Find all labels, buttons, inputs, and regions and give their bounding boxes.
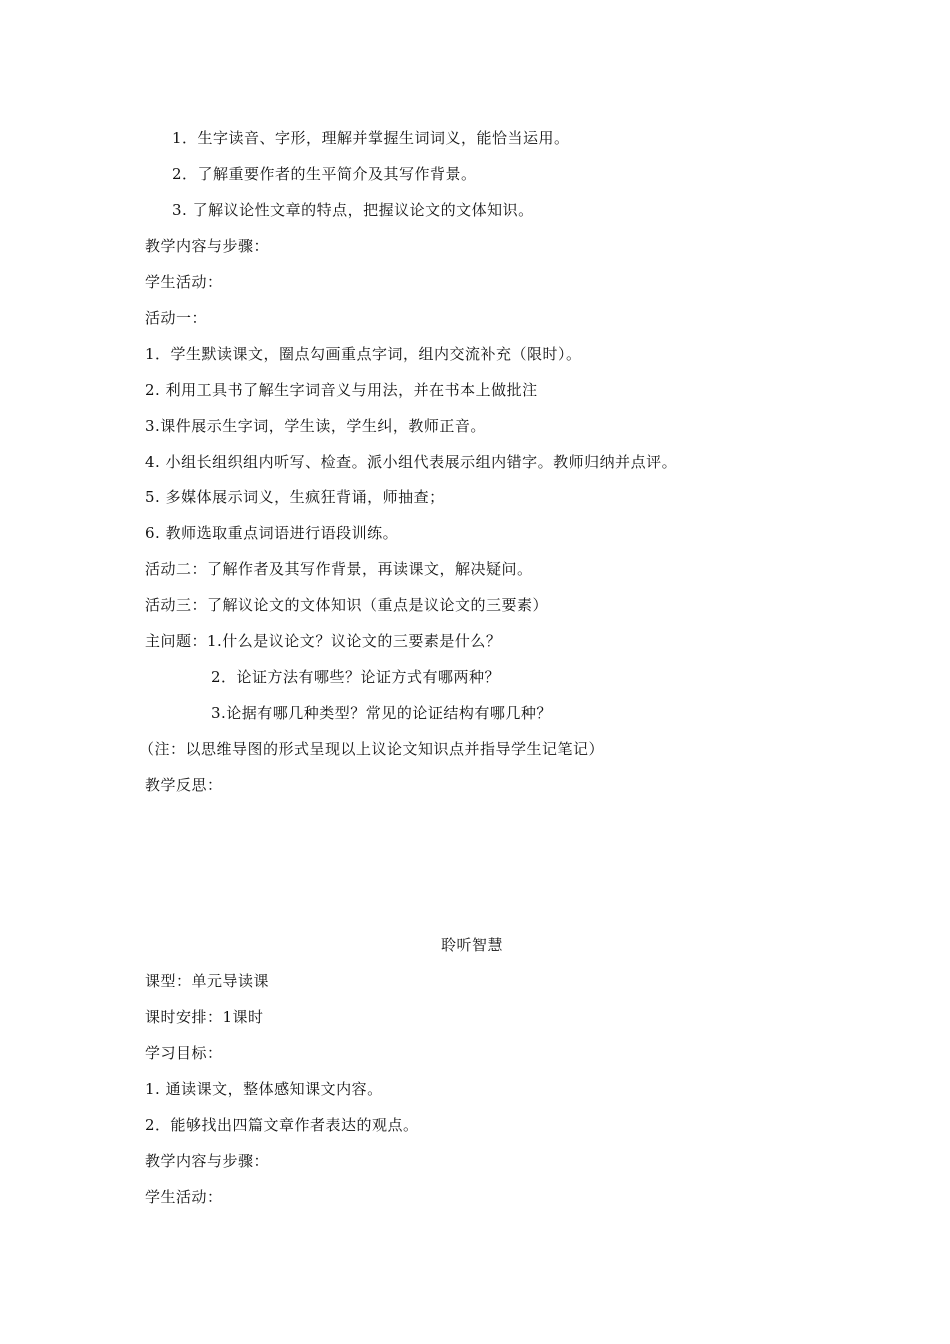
objective-3: 3. 了解议论性文章的特点，把握议论文的文体知识。 bbox=[172, 201, 534, 219]
activity-one-step-4: 4. 小组长组织组内听写、检查。派小组代表展示组内错字。教师归纳并点评。 bbox=[145, 453, 678, 471]
student-activity-heading-2: 学生活动： bbox=[145, 1188, 223, 1206]
goals-heading: 学习目标： bbox=[145, 1044, 223, 1062]
schedule: 课时安排：1课时 bbox=[145, 1008, 264, 1026]
objective-2: 2．了解重要作者的生平简介及其写作背景。 bbox=[172, 165, 477, 183]
activity-one-step-2: 2. 利用工具书了解生字词音义与用法，并在书本上做批注 bbox=[145, 381, 538, 399]
activity-one-step-3: 3.课件展示生字词，学生读，学生纠，教师正音。 bbox=[145, 417, 486, 435]
activity-one-step-1: 1．学生默读课文，圈点勾画重点字词，组内交流补充（限时）。 bbox=[145, 345, 582, 363]
reflection-heading: 教学反思： bbox=[145, 776, 223, 794]
activity-one-heading: 活动一： bbox=[145, 309, 208, 327]
course-type: 课型：单元导读课 bbox=[145, 972, 270, 990]
sub-question-2: 2．论证方法有哪些？论证方式有哪两种？ bbox=[211, 668, 501, 686]
note: （注：以思维导图的形式呈现以上议论文知识点并指导学生记笔记） bbox=[139, 740, 605, 758]
activity-one-step-6: 6. 教师选取重点词语进行语段训练。 bbox=[145, 524, 399, 542]
goal-2: 2．能够找出四篇文章作者表达的观点。 bbox=[145, 1116, 419, 1134]
content-heading: 教学内容与步骤： bbox=[145, 237, 270, 255]
main-question: 主问题：1.什么是议论文？议论文的三要素是什么？ bbox=[145, 632, 502, 650]
activity-three: 活动三：了解议论文的文体知识（重点是议论文的三要素） bbox=[145, 596, 549, 614]
student-activity-heading: 学生活动： bbox=[145, 273, 223, 291]
section-title: 聆听智慧 bbox=[441, 936, 504, 954]
content-heading-2: 教学内容与步骤： bbox=[145, 1152, 270, 1170]
sub-question-3: 3.论据有哪几种类型？常见的论证结构有哪几种？ bbox=[211, 704, 552, 722]
activity-two: 活动二：了解作者及其写作背景，再读课文，解决疑问。 bbox=[145, 560, 533, 578]
objective-1: 1．生字读音、字形，理解并掌握生词词义，能恰当运用。 bbox=[172, 129, 570, 147]
activity-one-step-5: 5. 多媒体展示词义，生疯狂背诵，师抽查； bbox=[145, 488, 445, 506]
goal-1: 1. 通读课文，整体感知课文内容。 bbox=[145, 1080, 383, 1098]
